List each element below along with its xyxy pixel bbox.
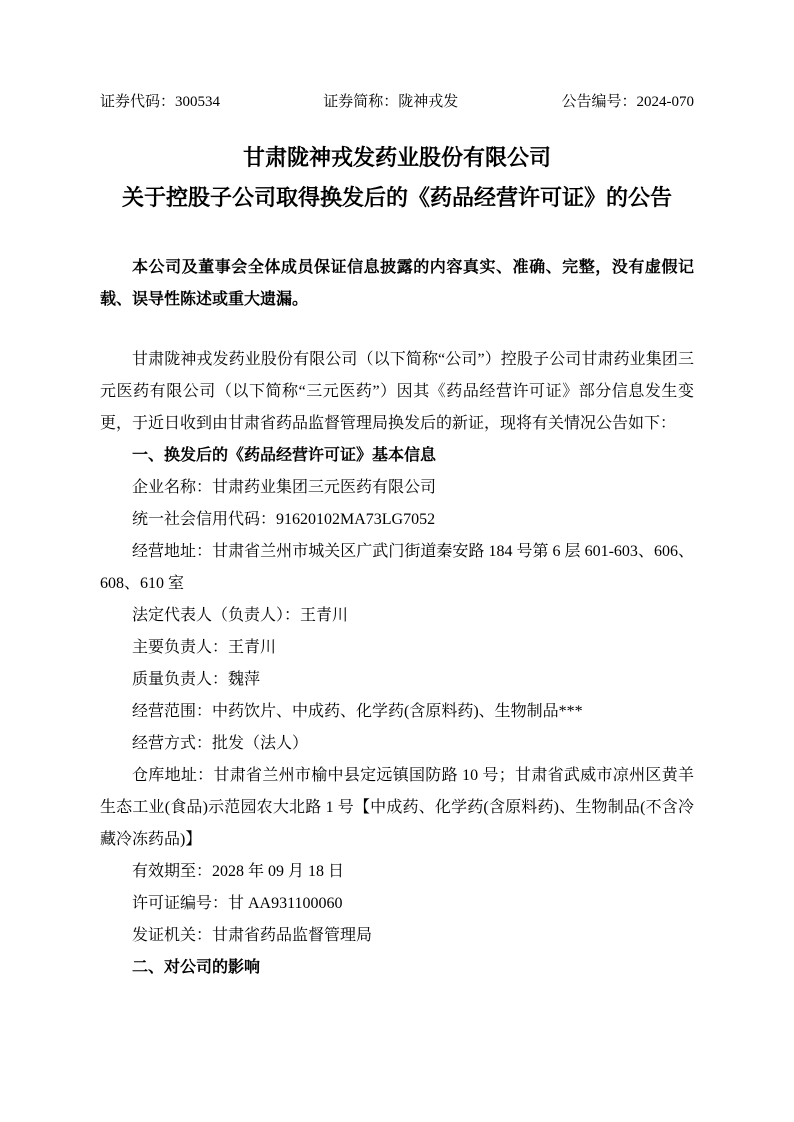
stock-short-name: 证券简称：陇神戎发	[323, 94, 459, 110]
board-disclaimer: 本公司及董事会全体成员保证信息披露的内容真实、准确、完整，没有虚假记载、误导性陈述或重大遗漏。	[100, 259, 694, 308]
field-business-mode: 经营方式：批发（法人）	[132, 735, 309, 752]
field-legal-representative: 法定代表人（负责人）：王青川	[132, 607, 349, 624]
field-valid-until: 有效期至：2028 年 09 月 18 日	[132, 863, 345, 880]
field-warehouse-address: 仓库地址：甘肃省兰州市榆中县定远镇国防路 10 号；甘肃省武威市凉州区黄羊生态工业(食品)示范园农大北路 1 号【中成药、化学药(含原料药)、生物制品(不含冷藏冷冻药品)】	[100, 767, 694, 848]
field-business-scope: 经营范围：中药饮片、中成药、化学药(含原料药)、生物制品***	[132, 703, 583, 720]
announcement-number: 公告编号：2024-070	[561, 94, 694, 110]
intro-paragraph: 甘肃陇神戎发药业股份有限公司（以下简称“公司”）控股子公司甘肃药业集团三元医药有限公司（以下简称“三元医药”）因其《药品经营许可证》部分信息发生变更，于近日收到由甘肃省药品监督管理局换发后的新证，现将有关情况公告如下：	[100, 351, 694, 432]
stock-code: 证券代码：300534	[100, 94, 221, 110]
section-2-heading: 二、对公司的影响	[132, 959, 261, 976]
title-block	[100, 142, 694, 214]
field-enterprise-name: 企业名称：甘肃药业集团三元医药有限公司	[132, 479, 437, 496]
field-credit-code: 统一社会信用代码：91620102MA73LG7052	[132, 511, 436, 528]
field-issuing-authority: 发证机关：甘肃省药品监督管理局	[132, 927, 373, 944]
announcement-subject: 关于控股子公司取得换发后的《药品经营许可证》的公告	[121, 185, 672, 210]
field-principal: 主要负责人：王青川	[132, 639, 277, 656]
field-license-number: 许可证编号：甘 AA931100060	[132, 895, 343, 912]
field-quality-manager: 质量负责人：魏萍	[132, 671, 261, 688]
securities-header	[100, 90, 694, 114]
section-1-heading: 一、换发后的《药品经营许可证》基本信息	[132, 447, 437, 464]
field-business-address: 经营地址：甘肃省兰州市城关区广武门街道秦安路 184 号第 6 层 601-603、606、608、610 室	[100, 543, 694, 592]
company-title: 甘肃陇神戎发药业股份有限公司	[242, 145, 551, 170]
